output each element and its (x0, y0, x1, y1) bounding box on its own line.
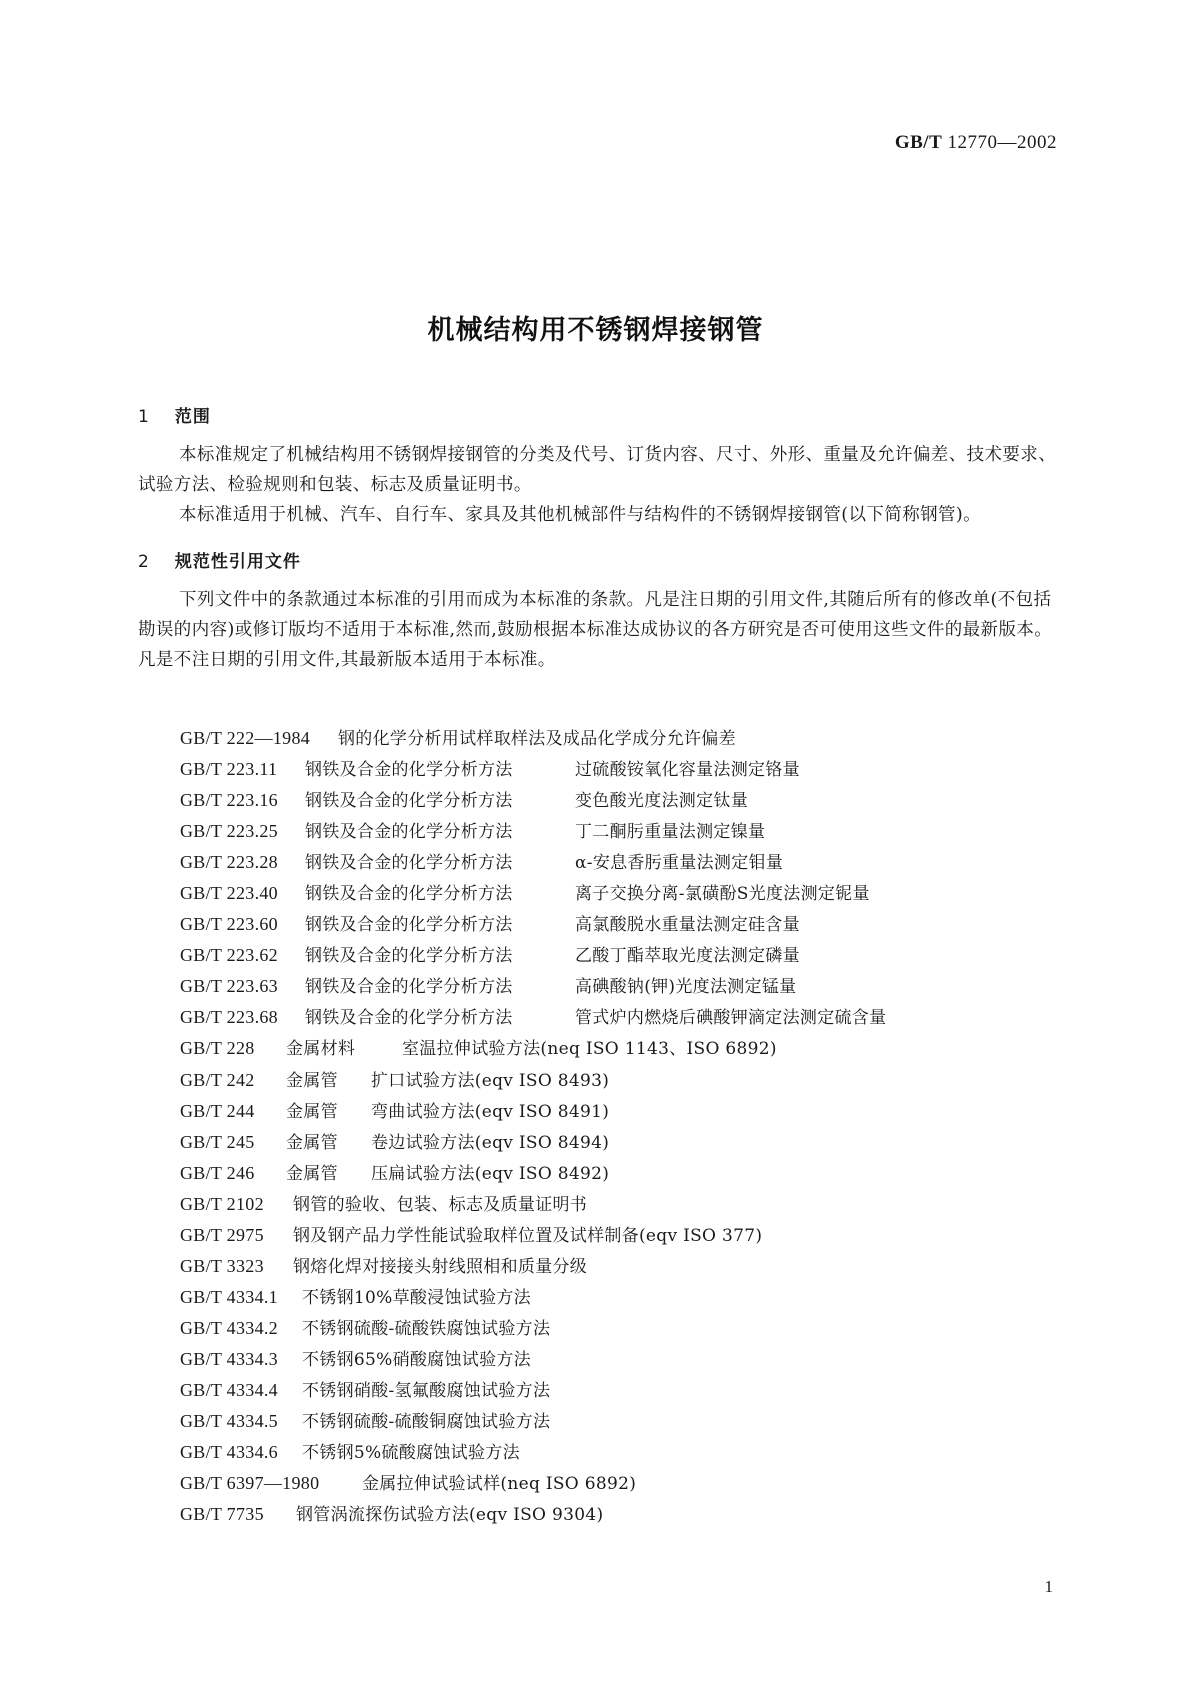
reference-code: GB/T 4334.1 (180, 1286, 278, 1307)
reference-item (180, 1375, 886, 1406)
reference-part: 钢铁及合金的化学分析方法 (305, 822, 513, 843)
reference-item (180, 1437, 886, 1468)
reference-part: 钢铁及合金的化学分析方法 (305, 884, 513, 905)
reference-item (180, 1499, 886, 1530)
reference-item (180, 940, 886, 971)
section-1-heading (138, 402, 211, 427)
reference-code: GB/T 4334.4 (180, 1379, 278, 1400)
reference-title: 室温拉伸试验方法(neq ISO 1143、ISO 6892) (402, 1039, 777, 1060)
standard-year: 12770—2002 (947, 132, 1057, 153)
reference-item (180, 1406, 886, 1437)
reference-title: 丁二酮肟重量法测定镍量 (575, 822, 766, 843)
reference-code: GB/T 244 (180, 1100, 255, 1121)
reference-code: GB/T 6397—1980 (180, 1473, 320, 1494)
document-title: 机械结构用不锈钢焊接钢管 (427, 315, 764, 346)
reference-code: GB/T 245 (180, 1131, 255, 1152)
reference-code: GB/T 223.63 (180, 976, 278, 997)
reference-title: 扩口试验方法(eqv ISO 8493) (371, 1070, 610, 1091)
reference-title: 钢熔化焊对接接头射线照相和质量分级 (293, 1256, 588, 1277)
reference-title: 钢管涡流探伤试验方法(eqv ISO 9304) (296, 1505, 604, 1526)
reference-title: 弯曲试验方法(eqv ISO 8491) (371, 1101, 610, 1122)
reference-title: 不锈钢10%草酸浸蚀试验方法 (302, 1287, 531, 1308)
reference-item (180, 1313, 886, 1344)
reference-code: GB/T 2975 (180, 1224, 264, 1245)
reference-item (180, 1065, 886, 1096)
reference-part: 金属管 (286, 1132, 338, 1153)
references-intro: 下列文件中的条款通过本标准的引用而成为本标准的条款。凡是注日期的引用文件,其随后所有的修改单(不包括勘误的内容)或修订版均不适用于本标准,然而,鼓励根据本标准达成协议的各方研究是否可使用这些文件的最新版本。凡是不注日期的引用文件,其最新版本适用于本标准。 (138, 590, 1053, 670)
reference-item (180, 1189, 886, 1220)
reference-code: GB/T 223.11 (180, 759, 278, 780)
reference-title: 不锈钢5%硫酸腐蚀试验方法 (302, 1443, 520, 1464)
reference-part: 钢铁及合金的化学分析方法 (305, 791, 513, 812)
reference-title: 钢管的验收、包装、标志及质量证明书 (293, 1194, 588, 1215)
reference-title: 钢及钢产品力学性能试验取样位置及试样制备(eqv ISO 377) (293, 1225, 763, 1246)
reference-item (180, 1251, 886, 1282)
reference-code: GB/T 7735 (180, 1504, 264, 1525)
reference-item (180, 1033, 886, 1064)
section-2-title: 规范性引用文件 (174, 552, 301, 572)
reference-part: 钢铁及合金的化学分析方法 (305, 1008, 513, 1029)
reference-code: GB/T 242 (180, 1069, 255, 1090)
section-2-number: 2 (138, 552, 150, 572)
reference-code: GB/T 4334.3 (180, 1348, 278, 1369)
reference-title: α-安息香肟重量法测定钼量 (575, 853, 784, 874)
reference-code: GB/T 223.68 (180, 1007, 278, 1028)
reference-title: 不锈钢硝酸-氢氟酸腐蚀试验方法 (302, 1380, 551, 1401)
reference-item (180, 847, 886, 878)
reference-title: 过硫酸铵氧化容量法测定铬量 (575, 760, 800, 781)
reference-part: 钢铁及合金的化学分析方法 (305, 977, 513, 998)
reference-code: GB/T 223.16 (180, 790, 278, 811)
reference-code: GB/T 223.25 (180, 821, 278, 842)
reference-code: GB/T 4334.2 (180, 1317, 278, 1338)
reference-title: 不锈钢硫酸-硫酸铜腐蚀试验方法 (302, 1412, 551, 1433)
reference-title: 金属拉伸试验试样(neq ISO 6892) (362, 1474, 637, 1495)
reference-item (180, 971, 886, 1002)
reference-list (180, 723, 886, 1530)
reference-part: 金属材料 (286, 1039, 356, 1060)
reference-part: 金属管 (286, 1101, 338, 1122)
reference-item (180, 1127, 886, 1158)
scope-paragraph-2: 本标准适用于机械、汽车、自行车、家具及其他机械部件与结构件的不锈钢焊接钢管(以下简称钢管)。 (179, 505, 982, 525)
reference-part: 金属管 (286, 1163, 338, 1184)
reference-code: GB/T 246 (180, 1162, 255, 1183)
reference-code: GB/T 2102 (180, 1193, 264, 1214)
reference-item (180, 1468, 886, 1499)
section-2-heading (138, 547, 301, 572)
reference-code: GB/T 222—1984 (180, 728, 311, 748)
reference-title: 钢的化学分析用试样取样法及成品化学成分允许偏差 (338, 729, 736, 749)
reference-title: 高碘酸钠(钾)光度法测定锰量 (575, 977, 797, 998)
reference-part: 金属管 (286, 1070, 338, 1091)
reference-part: 钢铁及合金的化学分析方法 (305, 946, 513, 967)
reference-item (180, 754, 886, 785)
reference-title: 高氯酸脱水重量法测定硅含量 (575, 915, 800, 936)
reference-code: GB/T 223.28 (180, 852, 278, 873)
page-number: 1 (1044, 1577, 1053, 1596)
reference-title: 乙酸丁酯萃取光度法测定磷量 (575, 946, 800, 967)
reference-title: 离子交换分离-氯磺酚S光度法测定铌量 (575, 884, 870, 905)
reference-title: 管式炉内燃烧后碘酸钾滴定法测定硫含量 (575, 1008, 887, 1029)
reference-title: 卷边试验方法(eqv ISO 8494) (371, 1132, 610, 1153)
reference-item (180, 1158, 886, 1189)
reference-item (180, 909, 886, 940)
scope-paragraph-1: 本标准规定了机械结构用不锈钢焊接钢管的分类及代号、订货内容、尺寸、外形、重量及允许偏差、技术要求、试验方法、检验规则和包装、标志及质量证明书。 (138, 445, 1057, 495)
reference-code: GB/T 223.40 (180, 883, 278, 904)
reference-part: 钢铁及合金的化学分析方法 (305, 853, 513, 874)
reference-title: 变色酸光度法测定钛量 (575, 791, 748, 812)
standard-code: GB/T (894, 132, 943, 153)
reference-code: GB/T 4334.5 (180, 1411, 278, 1432)
reference-part: 钢铁及合金的化学分析方法 (305, 760, 513, 781)
reference-item (180, 1344, 886, 1375)
reference-part: 钢铁及合金的化学分析方法 (305, 915, 513, 936)
reference-code: GB/T 4334.6 (180, 1442, 278, 1463)
reference-code: GB/T 228 (180, 1038, 255, 1059)
reference-item (180, 1002, 886, 1033)
reference-item (180, 723, 886, 754)
reference-code: GB/T 3323 (180, 1255, 264, 1276)
section-1-number: 1 (138, 407, 150, 427)
reference-title: 不锈钢硫酸-硫酸铁腐蚀试验方法 (302, 1318, 551, 1339)
reference-item (180, 785, 886, 816)
reference-code: GB/T 223.62 (180, 945, 278, 966)
reference-code: GB/T 223.60 (180, 914, 278, 935)
standard-number (895, 132, 1057, 154)
section-1-title: 范围 (174, 407, 211, 427)
reference-item (180, 816, 886, 847)
reference-item (180, 1282, 886, 1313)
reference-item (180, 1096, 886, 1127)
reference-item (180, 878, 886, 909)
reference-title: 不锈钢65%硝酸腐蚀试验方法 (302, 1349, 531, 1370)
reference-title: 压扁试验方法(eqv ISO 8492) (371, 1163, 610, 1184)
reference-item (180, 1220, 886, 1251)
